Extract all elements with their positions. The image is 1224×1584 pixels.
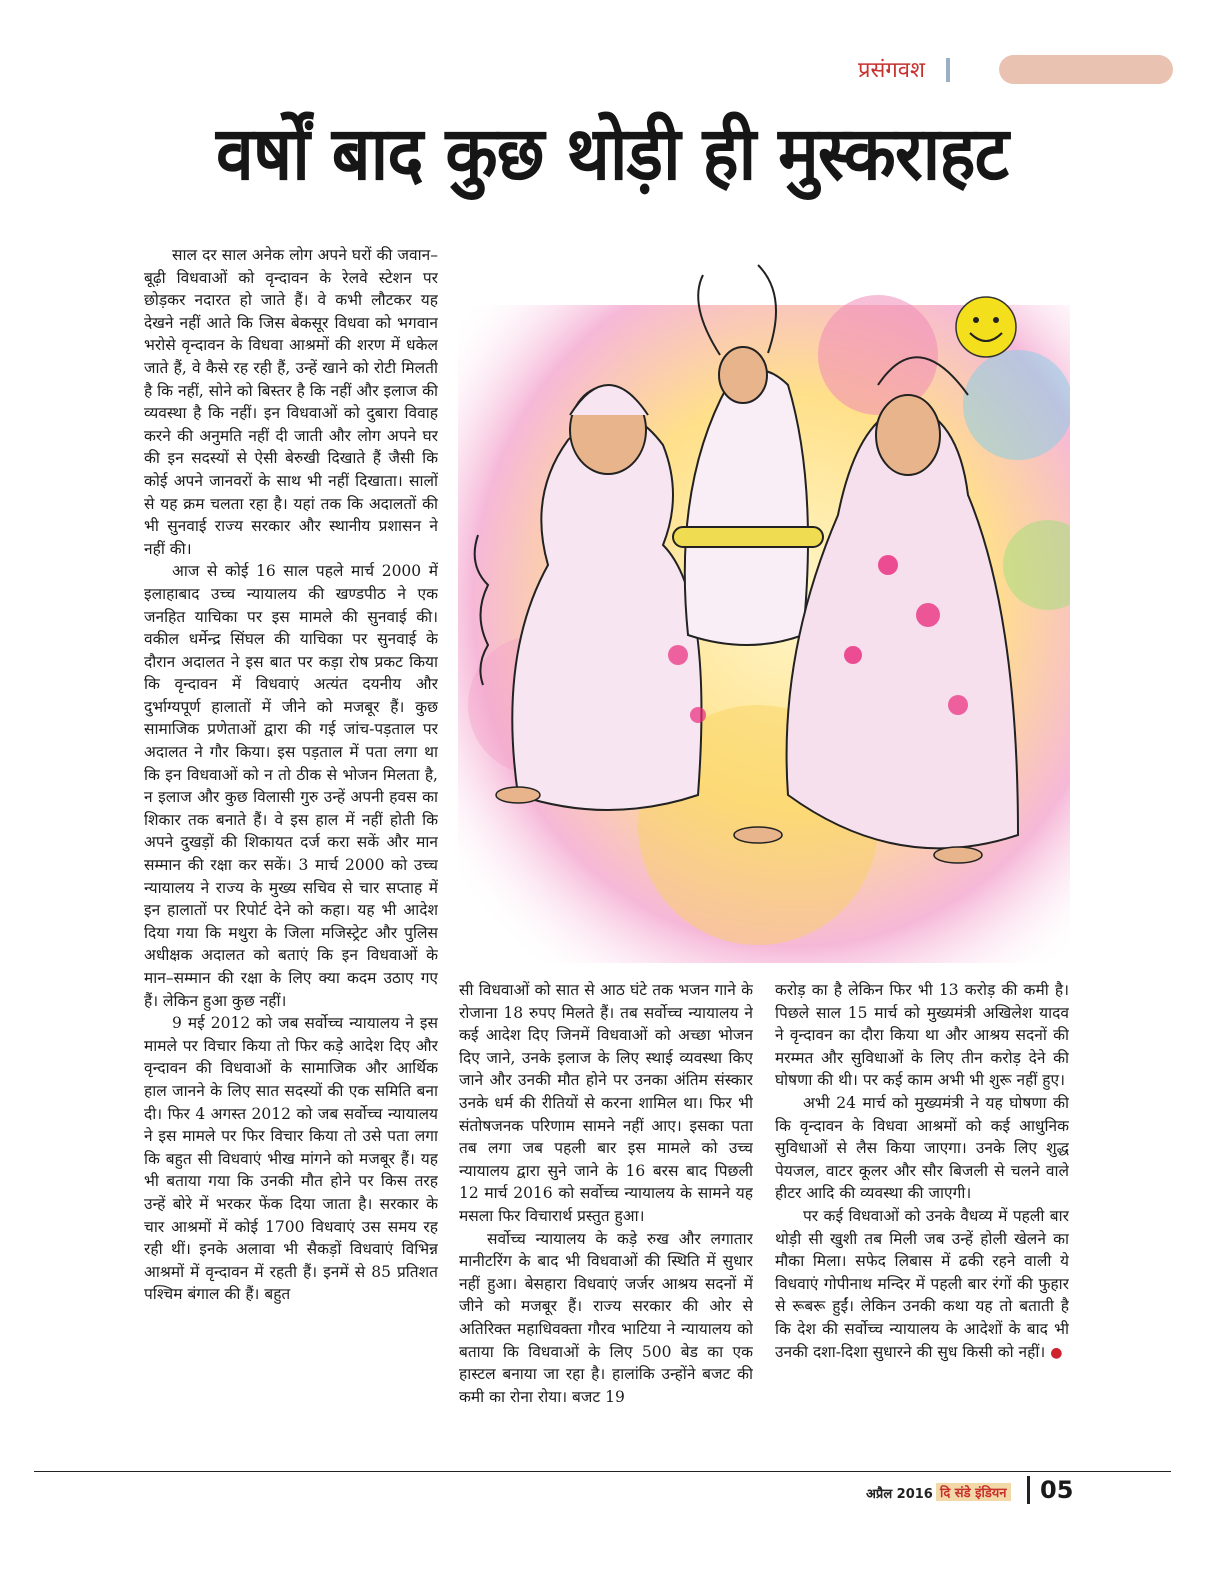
article-column-2: [459, 979, 753, 1459]
paragraph: 9 मई 2012 को जब सर्वोच्च न्यायालय ने इस मामले पर विचार किया तो फिर कड़े आदेश दिए और वृन्दावन की विधवाओं के सामाजिक और आर्थिक हाल जानने के लिए सात सदस्यों की एक समिति बना दी। फिर 4 अगस्त 2012 को जब सर्वोच्च न्यायालय ने इस मामले पर फिर विचार किया तो उसे पता लगा कि बहुत सी विधवाएं भीख मांगने को मजबूर हैं। यह भी बताया गया कि उनकी मौत होने पर किस तरह उन्हें बोरे में भरकर फेंक दिया जाता है। सरकार के चार आश्रमों में कोई 1700 विधवाएं उस समय रह रही थीं। इनके अलावा भी सैकड़ों विधवाएं विभिन्न आश्रमों में वृन्दावन में रहती हैं। इनमें से 85 प्रतिशत पश्चिम बंगाल की हैं। बहुत: [144, 1014, 438, 1304]
paragraph: [775, 1205, 1069, 1364]
footer-date: अप्रैल 2016: [866, 1487, 933, 1502]
section-label: प्रसंगवश: [858, 58, 925, 83]
page-number: 05: [1040, 1476, 1074, 1504]
end-mark: ●: [1050, 1344, 1063, 1361]
paragraph: आज से कोई 16 साल पहले मार्च 2000 में इलाहाबाद उच्च न्यायालय की खण्डपीठ ने एक जनहित याचिका पर इस मामले की सुनवाई की। वकील धर्मेन्द्र सिंघल की याचिका पर सुनवाई के दौरान अदालत ने इस बात पर कड़ा रोष प्रकट किया कि वृन्दावन में विधवाएं अत्यंत दयनीय और दुर्भाग्यपूर्ण हालातों में जीने को मजबूर हैं। कुछ सामाजिक प्रणेताओं द्वारा की गई जांच-पड़ताल पर अदालत ने गौर किया। इस पड़ताल में पता लगा था कि इन विधवाओं को न तो ठीक से भोजन मिलता है, न इलाज और कुछ विलासी गुरु उन्हें अपनी हवस का शिकार तक बनाते हैं। वे इस हाल में नहीं होती कि अपने दुखड़ों की शिकायत दर्ज करा सकें और मान सम्मान की रक्षा कर सकें। 3 मार्च 2000 को उच्च न्यायालय ने राज्य के मुख्य सचिव से चार सप्ताह में इन हालातों पर रिपोर्ट देने को कहा। यह भी आदेश दिया गया कि मथुरा के जिला मजिस्ट्रेट और पुलिस अधीक्षक अदालत को बताएं कि इन विधवाओं के मान–सम्मान की रक्षा के लिए क्या कदम उठाए गए हैं। लेकिन हुआ कुछ नहीं।: [144, 562, 438, 1010]
section-pill: [999, 55, 1173, 84]
paragraph: सी विधवाओं को सात से आठ घंटे तक भजन गाने के रोजाना 18 रुपए मिलते हैं। तब सर्वोच्च न्यायालय ने कई आदेश दिए जिनमें विधवाओं को अच्छा भोजन दिए जाने, उनके इलाज के लिए स्थाई व्यवस्था किए जाने और उनकी मौत होने पर उनका अंतिम संस्कार उनके धर्म की रीतियों से करना शामिल था। फिर भी संतोषजनक परिणाम सामने नहीं आए। इसका पता तब लगा जब पहली बार इस मामले को उच्च न्यायालय द्वारा सुने जाने के 16 बरस बाद पिछली 12 मार्च 2016 को सर्वोच्च न्यायालय के सामने यह मसला फिर विचारार्थ प्रस्तुत हुआ।: [459, 981, 753, 1225]
footer-rule: [34, 1471, 1171, 1472]
headline: वर्षों बाद कुछ थोड़ी ही मुस्कराहट: [215, 111, 1009, 197]
paragraph-text: पर कई विधवाओं को उनके वैधव्य में पहली बार थोड़ी सी खुशी तब मिली जब उन्हें होली खेलने का मौका मिला। सफेद लिबास में ढकी रहने वाली ये विधवाएं गोपीनाथ मन्दिर में पहली बार रंगों की फुहार से रूबरू हुईं। लेकिन उनकी कथा यह तो बताती है कि देश की सर्वोच्च न्यायालय के आदेशों के बाद भी उनकी दशा-दिशा सुधारने की सुध किसी को नहीं।: [775, 1206, 1069, 1361]
section-divider: [946, 58, 950, 82]
holi-widows-illustration: [458, 235, 1070, 963]
footer-brand: दि संडे इंडियन: [936, 1483, 1011, 1501]
paragraph: करोड़ का है लेकिन फिर भी 13 करोड़ की कमी है। पिछले साल 15 मार्च को मुख्यमंत्री अखिलेश यादव ने वृन्दावन का दौरा किया था और आश्रय सदनों की मरम्मत और सुविधाओं के लिए तीन करोड़ देने की घोषणा की थी। पर कई काम अभी भी शुरू नहीं हुए।: [775, 981, 1069, 1090]
paragraph: साल दर साल अनेक लोग अपने घरों की जवान–बूढ़ी विधवाओं को वृन्दावन के रेलवे स्टेशन पर छोड़कर नदारत हो जाते हैं। वे कभी लौटकर यह देखने नहीं आते कि जिस बेकसूर विधवा को भगवान भरोसे वृन्दावन के विधवा आश्रमों की शरण में धकेल जाते हैं, वे कैसे रह रही हैं, उन्हें खाने को रोटी मिलती है कि नहीं, सोने को बिस्तर है कि नहीं और इलाज की व्यवस्था है कि नहीं। इन विधवाओं को दुबारा विवाह करने की अनुमति नहीं दी जाती और लोग अपने घर की इन सदस्यों से ऐसी बेरुखी दिखाते हैं जैसी कि कोई अपने जानवरों के साथ भी नहीं दिखाता। सालों से यह क्रम चलता रहा है। यहां तक कि अदालतों की भी सुनवाई राज्य सरकार और स्थानीय प्रशासन ने नहीं की।: [144, 246, 438, 558]
article-column-1: [144, 244, 438, 1459]
paragraph: सर्वोच्च न्यायालय के कड़े रुख और लगातार मानीटरिंग के बाद भी विधवाओं की स्थिति में सुधार नहीं हुआ। बेसहारा विधवाएं जर्जर आश्रय सदनों में जीने को मजबूर हैं। राज्य सरकार की ओर से अतिरिक्त महाधिवक्ता गौरव भाटिया ने न्यायालय को बताया कि विधवाओं के लिए 500 बेड का एक हास्टल बनाया जा रहा है। हालांकि उन्होंने बजट की कमी का रोना रोया। बजट 19: [459, 1229, 753, 1406]
paragraph: अभी 24 मार्च को मुख्यमंत्री ने यह घोषणा की कि वृन्दावन के विधवा आश्रमों को कई आधुनिक सुविधाओं से लैस किया जाएगा। उनके लिए शुद्ध पेयजल, वाटर कूलर और सौर बिजली से चलने वाले हीटर आदि की व्यवस्था की जाएगी।: [775, 1093, 1069, 1203]
article-column-3: [775, 979, 1069, 1459]
footer-separator: [1027, 1476, 1030, 1504]
